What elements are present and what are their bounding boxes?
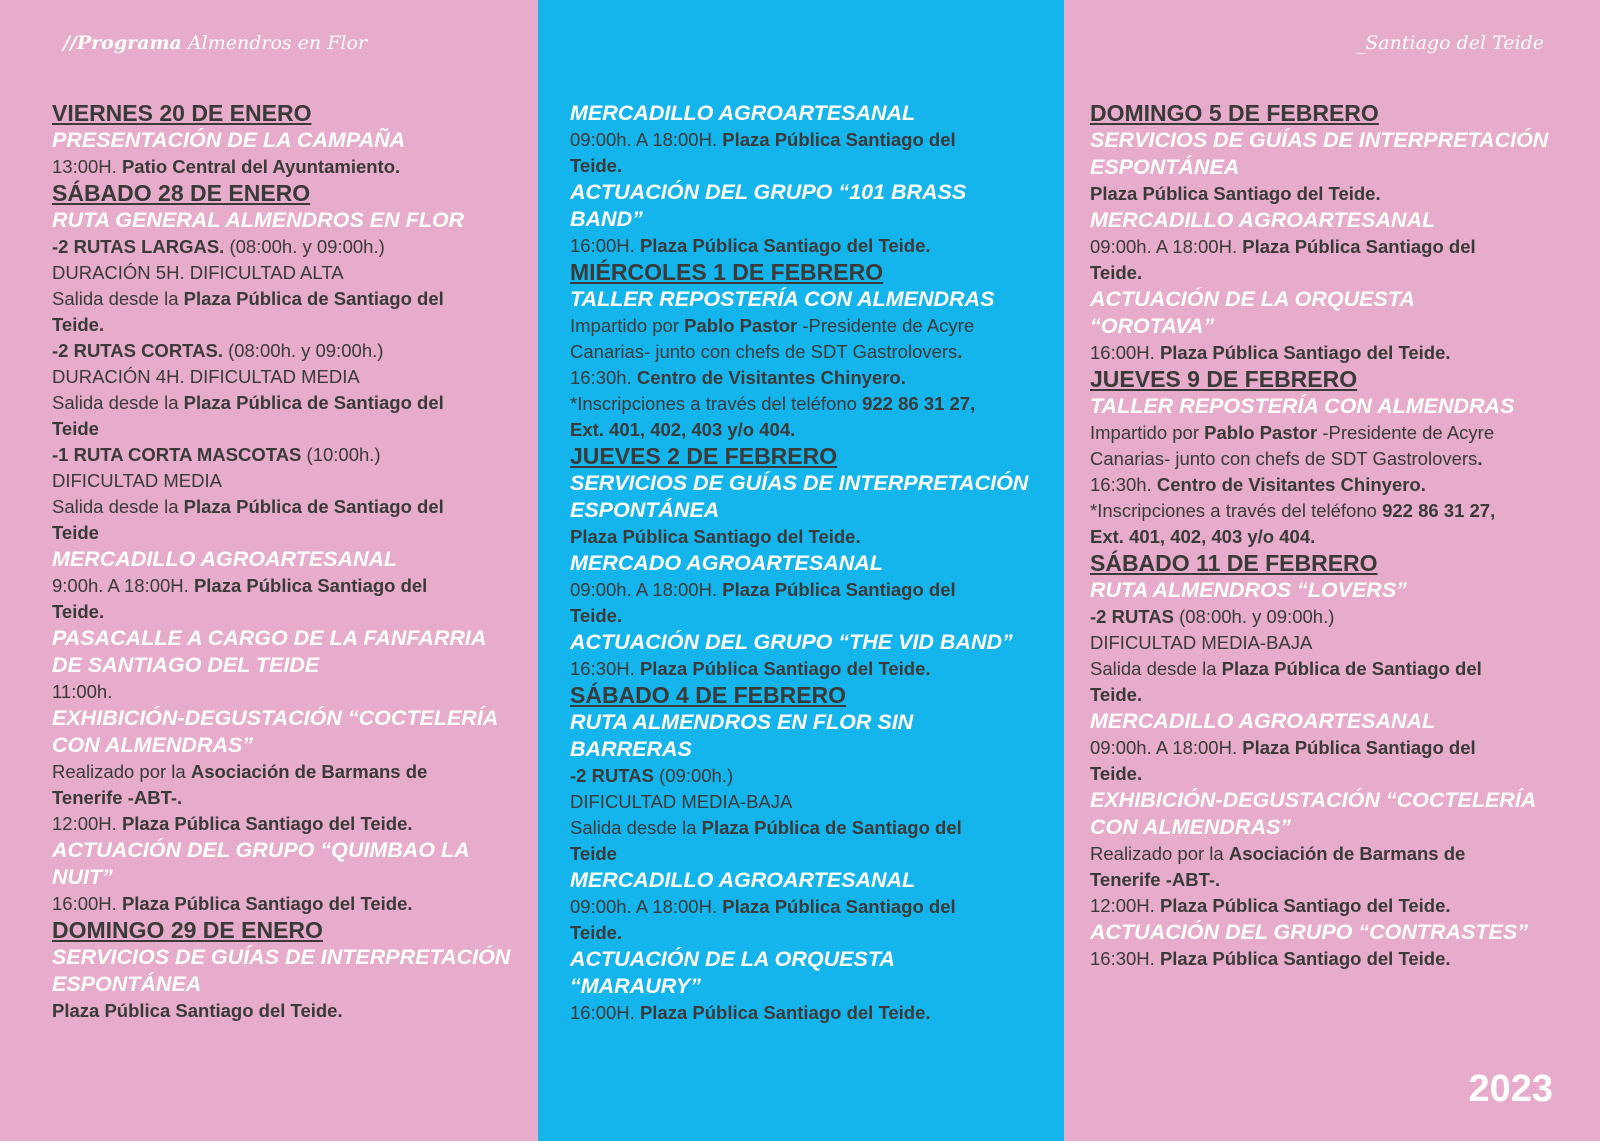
- registration-phone: 922 86 31 27,: [862, 393, 976, 414]
- partners-dot: .: [1477, 448, 1483, 469]
- event-organizer-cont: [52, 785, 528, 811]
- event-title: RUTA ALMENDROS EN FLOR SIN: [570, 710, 914, 734]
- route-exit-place: Plaza Pública de Santiago del: [183, 496, 444, 517]
- event-time-place: [570, 127, 1054, 153]
- registration-prefix: *Inscripciones a través del teléfono: [570, 393, 863, 414]
- event-place: Plaza Pública Santiago del: [193, 575, 428, 596]
- event-organizer: [1090, 841, 1590, 867]
- event-title: RUTA GENERAL ALMENDROS EN FLOR: [52, 208, 465, 232]
- event-place: Plaza Pública Santiago del: [1242, 737, 1476, 758]
- route-exit-place: Plaza Pública de Santiago del: [1221, 658, 1482, 679]
- event-title: SERVICIOS DE GUÍAS DE INTERPRETACIÓN: [1090, 128, 1549, 152]
- header-program-title: [63, 32, 367, 54]
- registration-extensions: Ext. 401, 402, 403 y/o 404.: [570, 419, 796, 440]
- route-time: (08:00h. y 09:00h.): [1173, 606, 1335, 627]
- column-right: [1064, 0, 1600, 1141]
- event-title-cont: BAND”: [570, 207, 643, 231]
- event-place: Patio Central del Ayuntamiento.: [121, 156, 401, 177]
- registration-ext: [1090, 524, 1590, 550]
- route-exit-cont: [52, 312, 528, 338]
- event-time: 13:00H.: [52, 156, 122, 177]
- event-time-place: [1090, 735, 1590, 761]
- event-place: Plaza Pública Santiago del: [1242, 236, 1476, 257]
- route-exit: [52, 286, 528, 312]
- event-title-cont: DE SANTIAGO DEL TEIDE: [52, 653, 320, 677]
- instructor-name: Pablo Pastor: [1204, 422, 1318, 443]
- event-place: Plaza Pública Santiago del: [722, 896, 956, 917]
- route-time: (09:00h.): [653, 765, 734, 786]
- event-time: 16:00H.: [1090, 342, 1160, 363]
- event-title: TALLER REPOSTERÍA CON ALMENDRAS: [1090, 394, 1515, 418]
- event-title: MERCADILLO AGROARTESANAL: [1090, 709, 1436, 733]
- event-place: Plaza Pública Santiago del: [722, 579, 956, 600]
- registration-info: [1090, 498, 1590, 524]
- event-time: 11:00h.: [52, 681, 113, 702]
- route-exit: [570, 815, 1054, 841]
- event-place-cont: [570, 603, 1054, 629]
- event-time: 16:00H.: [570, 235, 640, 256]
- route-exit-prefix: Salida desde la: [52, 496, 184, 517]
- event-time-place: [1090, 340, 1590, 366]
- event-title: ACTUACIÓN DE LA ORQUESTA: [1090, 287, 1415, 311]
- event-place-line: [52, 998, 528, 1024]
- route-time: (08:00h. y 09:00h.): [224, 236, 385, 257]
- instructor-role: -Presidente de Acyre: [1317, 422, 1495, 443]
- day-heading: DOMINGO 5 DE FEBRERO: [1090, 100, 1379, 126]
- registration-info: [570, 391, 1054, 417]
- event-time-place: [570, 233, 1054, 259]
- route-exit-prefix: Salida desde la: [52, 288, 184, 309]
- event-place: Plaza Pública Santiago del Teide.: [639, 1002, 931, 1023]
- event-time: 16:30h.: [1090, 474, 1157, 495]
- event-time-place: [570, 894, 1054, 920]
- route-level: DIFICULTAD MEDIA: [52, 470, 222, 491]
- event-place: Teide.: [570, 605, 623, 626]
- registration-ext: [570, 417, 1054, 443]
- event-organizer-cont: [1090, 867, 1590, 893]
- organizer-name: Asociación de Barmans de: [1228, 843, 1466, 864]
- day-heading: JUEVES 2 DE FEBRERO: [570, 443, 838, 469]
- event-time: 16:30h.: [570, 367, 637, 388]
- route-line: [570, 763, 1054, 789]
- event-title-cont: ESPONTÁNEA: [570, 498, 720, 522]
- day-heading: SÁBADO 11 DE FEBRERO: [1090, 550, 1378, 576]
- route-exit-cont: [1090, 682, 1590, 708]
- route-exit-cont: [52, 520, 528, 546]
- event-time-place: [52, 573, 528, 599]
- event-time-place: [52, 154, 528, 180]
- event-place: Centro de Visitantes Chinyero.: [636, 367, 906, 388]
- event-title: PRESENTACIÓN DE LA CAMPAÑA: [52, 128, 406, 152]
- event-time: 09:00h. A 18:00H.: [570, 579, 723, 600]
- route-time: (08:00h. y 09:00h.): [222, 340, 384, 361]
- route-name: -1 RUTA CORTA MASCOTAS: [52, 444, 302, 465]
- event-time-place: [1090, 893, 1590, 919]
- instructor-prefix: Impartido por: [1090, 422, 1205, 443]
- header-program-bold: //Programa: [63, 32, 182, 54]
- event-title-cont: “OROTAVA”: [1090, 314, 1215, 338]
- event-title: ACTUACIÓN DE LA ORQUESTA: [570, 947, 895, 971]
- event-time: 09:00h. A 18:00H.: [570, 896, 723, 917]
- route-exit-place: Plaza Pública de Santiago del: [183, 392, 444, 413]
- event-time: 12:00H.: [1090, 895, 1160, 916]
- route-line: [52, 442, 528, 468]
- route-name: -2 RUTAS: [1090, 606, 1174, 627]
- event-time: 16:30H.: [1090, 948, 1160, 969]
- event-place: Plaza Pública Santiago del Teide.: [121, 893, 413, 914]
- event-time-place: [52, 811, 528, 837]
- event-place: Plaza Pública Santiago del Teide.: [1159, 948, 1451, 969]
- workshop-instructor: [570, 313, 1054, 339]
- route-level: DURACIÓN 4H. DIFICULTAD MEDIA: [52, 366, 360, 387]
- event-place: Teide.: [1090, 262, 1143, 283]
- route-exit-place: Plaza Pública de Santiago del: [183, 288, 444, 309]
- event-time: 09:00h. A 18:00H.: [570, 129, 723, 150]
- partners-dot: .: [957, 341, 963, 362]
- day-heading: SÁBADO 28 DE ENERO: [52, 180, 311, 206]
- route-name: -2 RUTAS LARGAS.: [52, 236, 225, 257]
- column-middle: [538, 0, 1064, 1141]
- event-place-cont: [570, 920, 1054, 946]
- route-level: DIFICULTAD MEDIA-BAJA: [570, 791, 793, 812]
- event-place: Plaza Pública Santiago del Teide.: [121, 813, 413, 834]
- event-place-cont: [570, 153, 1054, 179]
- event-place-cont: [1090, 761, 1590, 787]
- event-title: TALLER REPOSTERÍA CON ALMENDRAS: [570, 287, 995, 311]
- day-heading: SÁBADO 4 DE FEBRERO: [570, 682, 847, 708]
- year-label: 2023: [1468, 1068, 1553, 1110]
- column-left: [0, 0, 538, 1141]
- event-time-place: [1090, 234, 1590, 260]
- event-time-place: [570, 365, 1054, 391]
- organizer-prefix: Realizado por la: [1090, 843, 1229, 864]
- event-title: MERCADILLO AGROARTESANAL: [570, 101, 916, 125]
- event-time: 9:00h. A 18:00H.: [52, 575, 194, 596]
- event-title: ACTUACIÓN DEL GRUPO “THE VID BAND”: [570, 630, 1013, 654]
- event-time-place: [52, 891, 528, 917]
- registration-phone: 922 86 31 27,: [1382, 500, 1496, 521]
- instructor-name: Pablo Pastor: [684, 315, 798, 336]
- event-title: SERVICIOS DE GUÍAS DE INTERPRETACIÓN: [52, 945, 511, 969]
- event-time-place: [1090, 472, 1590, 498]
- event-place: Plaza Pública Santiago del Teide.: [570, 526, 861, 547]
- event-time-place: [570, 577, 1054, 603]
- event-title-cont: ESPONTÁNEA: [1090, 155, 1240, 179]
- event-title-cont: CON ALMENDRAS”: [1090, 815, 1292, 839]
- event-title: MERCADILLO AGROARTESANAL: [1090, 208, 1436, 232]
- day-heading: MIÉRCOLES 1 DE FEBRERO: [570, 259, 884, 285]
- event-place-cont: [52, 599, 528, 625]
- event-title-cont: NUIT”: [52, 865, 113, 889]
- event-place: Plaza Pública Santiago del Teide.: [639, 658, 931, 679]
- event-title: MERCADILLO AGROARTESANAL: [52, 547, 398, 571]
- route-line: [52, 234, 528, 260]
- event-time: 16:00H.: [570, 1002, 640, 1023]
- event-place: Plaza Pública Santiago del Teide.: [639, 235, 931, 256]
- route-name: -2 RUTAS: [570, 765, 654, 786]
- route-exit: [52, 390, 528, 416]
- organizer-name: Tenerife -ABT-.: [52, 787, 183, 808]
- event-place: Teide.: [52, 601, 105, 622]
- organizer-name: Tenerife -ABT-.: [1090, 869, 1221, 890]
- event-title: EXHIBICIÓN-DEGUSTACIÓN “COCTELERÍA: [52, 706, 499, 730]
- event-time: 12:00H.: [52, 813, 122, 834]
- event-title-cont: BARRERAS: [570, 737, 692, 761]
- event-place-line: [570, 524, 1054, 550]
- route-name: -2 RUTAS CORTAS.: [52, 340, 223, 361]
- partners-text: Canarias- junto con chefs de SDT Gastrolovers: [570, 341, 958, 362]
- workshop-partners: [1090, 446, 1590, 472]
- route-exit-prefix: Salida desde la: [570, 817, 702, 838]
- event-place: Plaza Pública Santiago del Teide.: [1159, 895, 1451, 916]
- route-exit-place: Plaza Pública de Santiago del: [701, 817, 962, 838]
- route-line: [1090, 604, 1590, 630]
- event-place: Teide.: [1090, 763, 1143, 784]
- event-title: ACTUACIÓN DEL GRUPO “101 BRASS: [570, 180, 967, 204]
- route-exit-cont: [52, 416, 528, 442]
- route-level: DIFICULTAD MEDIA-BAJA: [1090, 632, 1313, 653]
- event-organizer: [52, 759, 528, 785]
- route-level: DURACIÓN 5H. DIFICULTAD ALTA: [52, 262, 344, 283]
- event-place: Centro de Visitantes Chinyero.: [1156, 474, 1426, 495]
- event-time-place: [1090, 946, 1590, 972]
- event-place: Plaza Pública Santiago del Teide.: [1090, 183, 1381, 204]
- organizer-prefix: Realizado por la: [52, 761, 191, 782]
- header-program-rest: Almendros en Flor: [181, 32, 367, 54]
- event-title: MERCADO AGROARTESANAL: [570, 551, 883, 575]
- route-exit-place: Teide: [570, 843, 617, 864]
- event-title-cont: CON ALMENDRAS”: [52, 733, 254, 757]
- day-heading: JUEVES 9 DE FEBRERO: [1090, 366, 1358, 392]
- event-title: RUTA ALMENDROS “LOVERS”: [1090, 578, 1407, 602]
- day-heading: VIERNES 20 DE ENERO: [52, 100, 312, 126]
- workshop-instructor: [1090, 420, 1590, 446]
- event-title: PASACALLE A CARGO DE LA FANFARRIA: [52, 626, 487, 650]
- route-exit: [52, 494, 528, 520]
- route-exit-place: Teide.: [52, 314, 105, 335]
- workshop-partners: [570, 339, 1054, 365]
- event-title: MERCADILLO AGROARTESANAL: [570, 868, 916, 892]
- header-municipality: _Santiago del Teide: [1355, 32, 1544, 54]
- route-line: [52, 338, 528, 364]
- event-place: Plaza Pública Santiago del: [722, 129, 956, 150]
- event-title-cont: “MARAURY”: [570, 974, 701, 998]
- event-place: Plaza Pública Santiago del Teide.: [1159, 342, 1451, 363]
- instructor-prefix: Impartido por: [570, 315, 685, 336]
- route-exit-prefix: Salida desde la: [1090, 658, 1222, 679]
- event-time: 16:30H.: [570, 658, 640, 679]
- partners-text: Canarias- junto con chefs de SDT Gastrolovers: [1090, 448, 1478, 469]
- event-place-line: [1090, 181, 1590, 207]
- event-place: Teide.: [570, 155, 623, 176]
- event-title: ACTUACIÓN DEL GRUPO “QUIMBAO LA: [52, 838, 470, 862]
- event-time: 16:00H.: [52, 893, 122, 914]
- route-exit-place: Teide: [52, 522, 99, 543]
- event-time: 09:00h. A 18:00H.: [1090, 737, 1243, 758]
- route-exit: [1090, 656, 1590, 682]
- event-title-cont: ESPONTÁNEA: [52, 972, 202, 996]
- route-exit-place: Teide: [52, 418, 99, 439]
- event-time-place: [570, 656, 1054, 682]
- instructor-role: -Presidente de Acyre: [797, 315, 975, 336]
- day-heading: DOMINGO 29 DE ENERO: [52, 917, 323, 943]
- event-place: Plaza Pública Santiago del Teide.: [52, 1000, 343, 1021]
- event-time-place: [570, 1000, 1054, 1026]
- route-time: (10:00h.): [301, 444, 381, 465]
- event-time: 09:00h. A 18:00H.: [1090, 236, 1243, 257]
- event-title: SERVICIOS DE GUÍAS DE INTERPRETACIÓN: [570, 471, 1029, 495]
- organizer-name: Asociación de Barmans de: [190, 761, 428, 782]
- route-exit-cont: [570, 841, 1054, 867]
- event-title: EXHIBICIÓN-DEGUSTACIÓN “COCTELERÍA: [1090, 788, 1537, 812]
- route-exit-place: Teide.: [1090, 684, 1143, 705]
- event-title: ACTUACIÓN DEL GRUPO “CONTRASTES”: [1090, 920, 1528, 944]
- event-place-cont: [1090, 260, 1590, 286]
- registration-prefix: *Inscripciones a través del teléfono: [1090, 500, 1383, 521]
- route-exit-prefix: Salida desde la: [52, 392, 184, 413]
- event-place: Teide.: [570, 922, 623, 943]
- registration-extensions: Ext. 401, 402, 403 y/o 404.: [1090, 526, 1316, 547]
